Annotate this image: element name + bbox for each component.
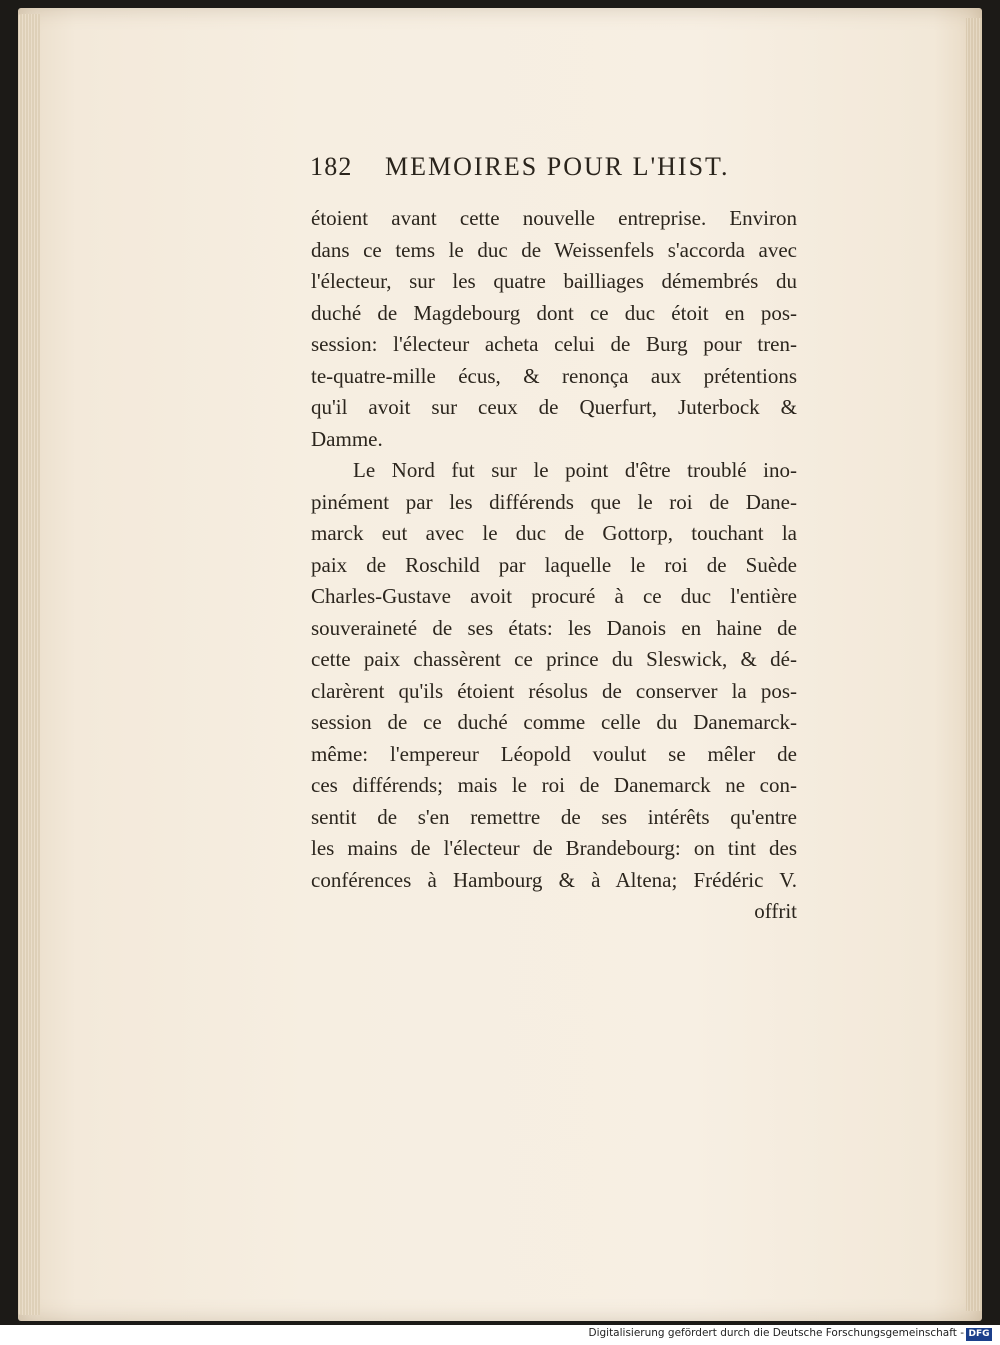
text-line: cette paix chassèrent ce prince du Sleswick, & dé-	[311, 647, 797, 671]
text-line: te-quatre-mille écus, & renonça aux prétentions	[311, 363, 797, 388]
text-line: Le Nord fut sur le point d'être troublé ino-	[353, 458, 797, 482]
text-line: clarèrent qu'ils étoient résolus de conserver la pos-	[311, 678, 797, 703]
text-line: étoient avant cette nouvelle entreprise. Environ	[311, 206, 797, 230]
text-line: session de ce duché comme celle du Danemarck-	[311, 710, 797, 734]
page-number: 182	[310, 152, 353, 181]
text-line: dans ce tems le duc de Weissenfels s'accorda avec	[311, 237, 797, 262]
catchword: offrit	[754, 899, 797, 923]
page-edges-left	[18, 14, 40, 1315]
text-line: conférences à Hambourg & à Altena; Frédéric V.	[311, 867, 797, 892]
text-line: pinément par les différends que le roi de Dane-	[311, 489, 797, 514]
running-head: MEMOIRES POUR L'HIST.	[385, 152, 730, 181]
text-line: session: l'électeur acheta celui de Burg pour tren-	[311, 332, 797, 356]
text-line: Damme.	[311, 426, 383, 451]
text-line: paix de Roschild par laquelle le roi de Suède	[311, 552, 797, 577]
text-line: l'électeur, sur les quatre bailliages démembrés du	[311, 269, 797, 293]
body-text	[311, 203, 797, 928]
text-line: même: l'empereur Léopold voulut se mêler de	[311, 741, 797, 766]
text-line: les mains de l'électeur de Brandebourg: on tint des	[311, 836, 797, 860]
text-line: duché de Magdebourg dont ce duc étoit en pos-	[311, 300, 797, 325]
text-line: marck eut avec le duc de Gottorp, touchant la	[311, 521, 797, 545]
text-line: sentit de s'en remettre de ses intérêts qu'entre	[311, 804, 797, 829]
dfg-logo: DFG	[966, 1328, 992, 1341]
page-edges-right	[966, 18, 982, 1311]
text-line: ces différends; mais le roi de Danemarck ne con-	[311, 773, 797, 797]
footer-bar	[0, 1325, 1000, 1345]
text-line: qu'il avoit sur ceux de Querfurt, Juterbock &	[311, 395, 797, 419]
digitization-credit: Digitalisierung gefördert durch die Deutsche Forschungsgemeinschaft -	[588, 1327, 964, 1339]
text-line: souveraineté de ses états: les Danois en haine de	[311, 615, 797, 640]
text-line: Charles-Gustave avoit procuré à ce duc l'entière	[311, 584, 797, 608]
